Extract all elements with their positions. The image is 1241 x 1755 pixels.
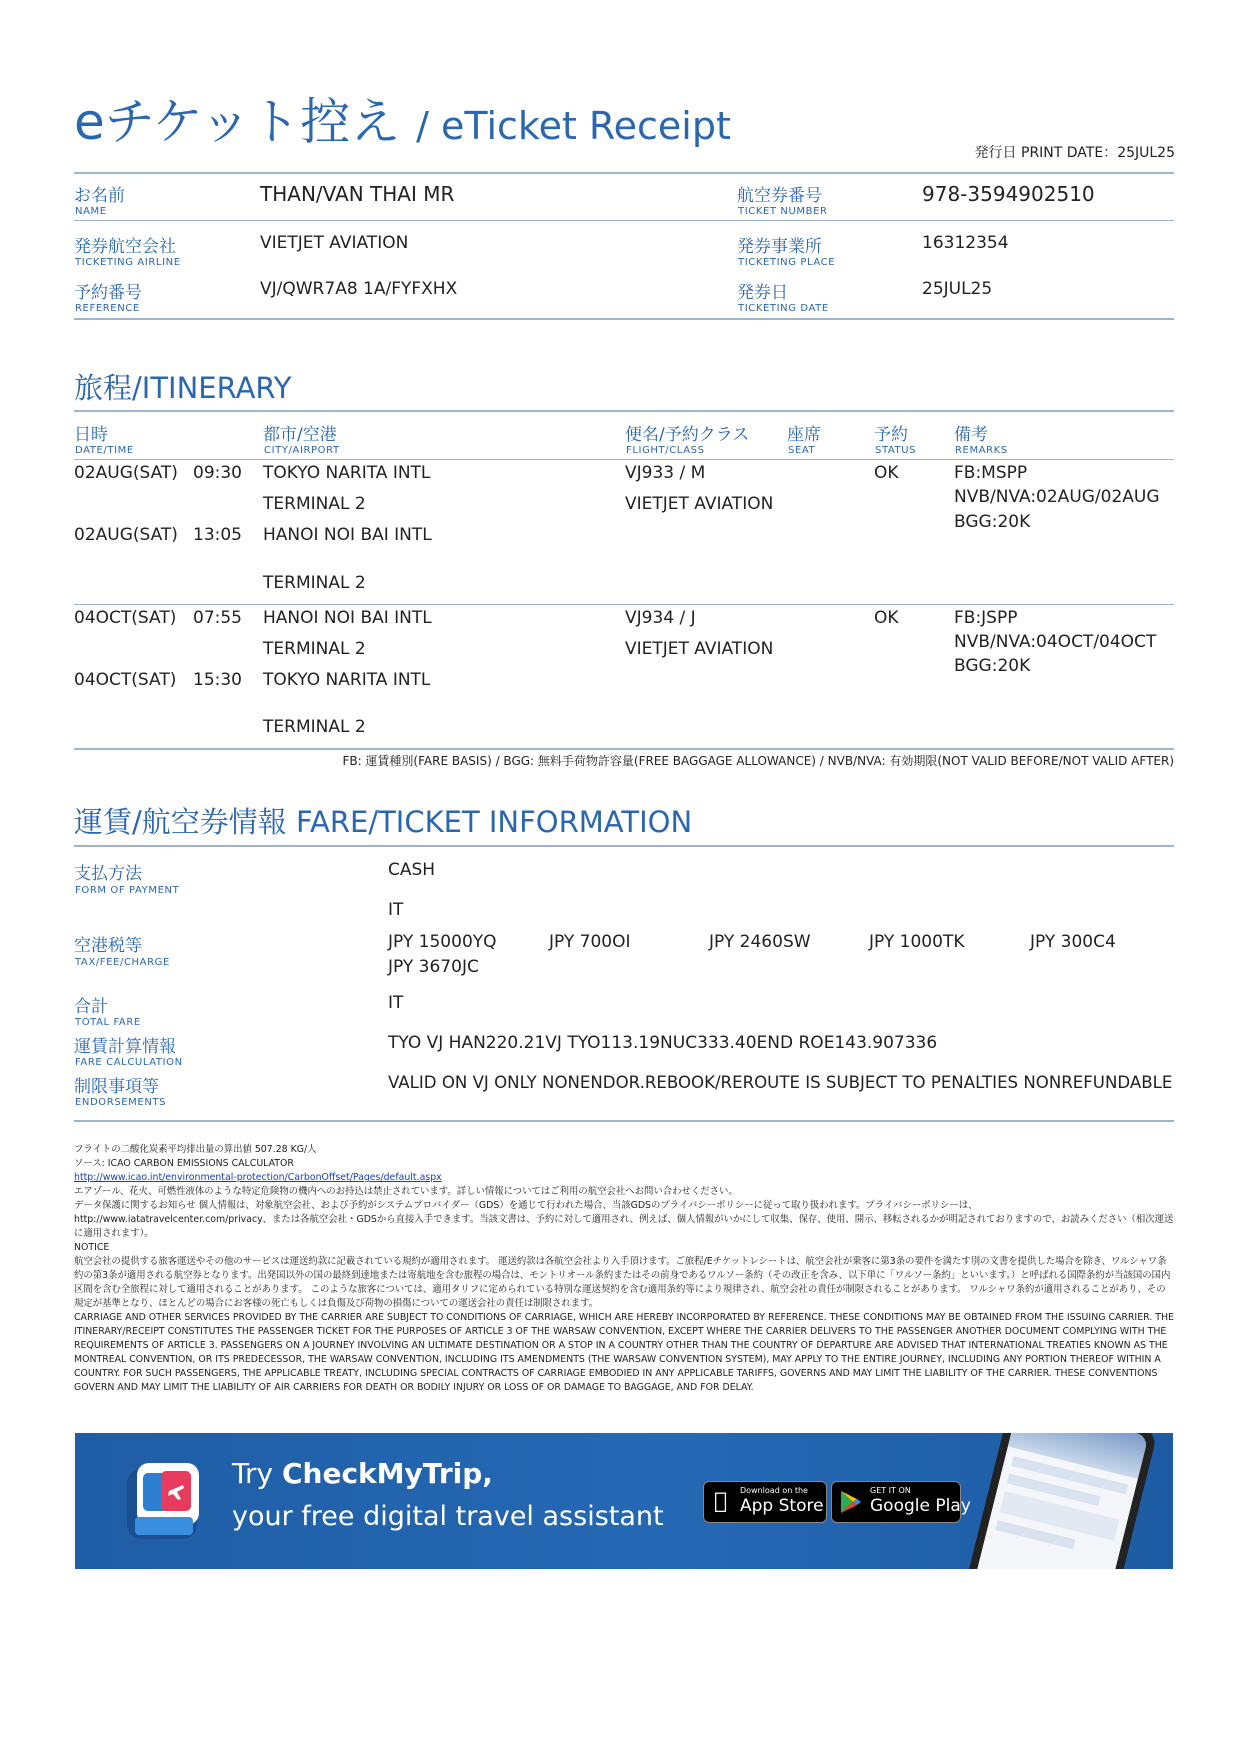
tax-item: JPY 2460SW: [709, 932, 811, 952]
ticketing-place: 16312354: [922, 233, 1009, 253]
segment-arr-terminal: TERMINAL 2: [263, 573, 366, 593]
segment-carrier: VIETJET AVIATION: [625, 494, 774, 514]
reference-label: 予約番号: [74, 283, 142, 303]
ticketing-airline: VIETJET AVIATION: [260, 233, 409, 253]
reference-sublabel: REFERENCE: [75, 303, 140, 314]
tax-item: JPY 300C4: [1030, 932, 1116, 952]
app-store-big: App Store: [740, 1496, 824, 1516]
fare-calc-label: 運賃計算情報: [74, 1037, 176, 1057]
segment-dep-time: 07:55: [193, 608, 242, 628]
rule: [74, 604, 1174, 605]
rule: [74, 748, 1174, 750]
remarks-legend: FB: 運賃種別(FARE BASIS) / BGG: 無料手荷物許容量(FREE BAGGAGE ALLOWANCE) / NVB/NVA: 有効期限(NOT VALID BEFORE/NOT VALID AFTER): [342, 754, 1174, 768]
apple-icon: [714, 1489, 727, 1514]
col-status: 予約: [874, 425, 908, 445]
segment-arr-date: 04OCT(SAT): [74, 670, 177, 690]
endorsement-sublabel: ENDORSEMENTS: [75, 1097, 167, 1108]
segment-dep-terminal: TERMINAL 2: [263, 639, 366, 659]
phone-mockup-image: [967, 1433, 1173, 1569]
ticket-number-sublabel: TICKET NUMBER: [738, 206, 828, 217]
name-label: お名前: [74, 186, 125, 206]
page-title: [74, 82, 731, 154]
segment-arr-airport: HANOI NOI BAI INTL: [263, 525, 432, 545]
col-seat: 座席: [787, 425, 821, 445]
rule: [74, 172, 1174, 174]
fine-print: [74, 1143, 1174, 1395]
tax-item: JPY 15000YQ: [388, 932, 497, 952]
app-store-button[interactable]: [703, 1481, 827, 1523]
tax-item: JPY 3670JC: [388, 957, 479, 977]
checkmytrip-banner[interactable]: [75, 1433, 1173, 1569]
col-remarks-sub: REMARKS: [955, 445, 1008, 456]
reference: VJ/QWR7A8 1A/FYFXHX: [260, 279, 458, 299]
col-seat-sub: SEAT: [788, 445, 816, 456]
segment-dep-airport: TOKYO NARITA INTL: [263, 463, 431, 483]
rule: [74, 318, 1174, 320]
col-city: 都市/空港: [263, 425, 337, 445]
rule: [74, 845, 1174, 847]
segment-arr-time: 15:30: [193, 670, 242, 690]
col-status-sub: STATUS: [875, 445, 917, 456]
title-jp: eチケット控え: [74, 93, 401, 151]
col-city-sub: CITY/AIRPORT: [264, 445, 340, 456]
tax-item: JPY 1000TK: [869, 932, 965, 952]
segment-remark-bgg: BGG:20K: [954, 512, 1031, 532]
banner-line2: your free digital travel assistant: [232, 1501, 664, 1532]
fare-heading: 運賃/航空券情報 FARE/TICKET INFORMATION: [74, 805, 693, 839]
banner-brand: CheckMyTrip,: [281, 1457, 493, 1490]
segment-arr-date: 02AUG(SAT): [74, 525, 178, 545]
segment-dep-time: 09:30: [193, 463, 242, 483]
segment-remark-nvb: NVB/NVA:02AUG/02AUG: [954, 487, 1160, 507]
segment-arr-time: 13:05: [193, 525, 242, 545]
ticketing-place-label: 発券事業所: [737, 237, 822, 257]
segment-remark-nvb: NVB/NVA:04OCT/04OCT: [954, 632, 1157, 652]
col-date-sub: DATE/TIME: [75, 445, 134, 456]
rule: [74, 220, 1174, 221]
fare-calc-value: TYO VJ HAN220.21VJ TYO113.19NUC333.40END ROE143.907336: [388, 1033, 938, 1053]
ticketing-place-sublabel: TICKETING PLACE: [738, 257, 836, 268]
total-sublabel: TOTAL FARE: [75, 1017, 141, 1028]
col-flight: 便名/予約クラス: [625, 425, 750, 445]
icao-link[interactable]: http://www.icao.int/environmental-protection/CarbonOffset/Pages/default.aspx: [74, 1172, 442, 1183]
payment-label: 支払方法: [74, 864, 142, 884]
segment-flight: VJ933 / M: [625, 463, 706, 483]
title-en: / eTicket Receipt: [416, 104, 731, 148]
google-play-button[interactable]: [831, 1481, 971, 1523]
carbon-source: ソース: ICAO CARBON EMISSIONS CALCULATOR: [74, 1158, 294, 1169]
google-play-big: Google Play: [870, 1496, 971, 1516]
segment-arr-terminal: TERMINAL 2: [263, 717, 366, 737]
name-sublabel: NAME: [75, 206, 107, 217]
segment-dep-terminal: TERMINAL 2: [263, 494, 366, 514]
fare-value: IT: [388, 900, 404, 920]
segment-remark-fb: FB:MSPP: [954, 463, 1028, 483]
segment-flight: VJ934 / J: [625, 608, 696, 628]
payment-sublabel: FORM OF PAYMENT: [75, 885, 180, 896]
total-label: 合計: [74, 997, 108, 1017]
app-store-small: Download on the: [740, 1486, 808, 1495]
notice-en: CARRIAGE AND OTHER SERVICES PROVIDED BY THE CARRIER ARE SUBJECT TO CONDITIONS OF CARRIAGE, WHICH ARE HEREBY INCORPORATED BY REFERENCE. THESE CONDITIONS MAY BE OBTAINED FROM THE ISSUING CARRIER. THE ITINERARY/RECEIPT CONSTITUTES THE PASSENGER TICKET FOR THE PURPOSES OF ARTICLE 3 OF THE WARSAW CONVENTION, EXCEPT WHERE THE CARRIER DELIVERS TO THE PASSENGER ANOTHER DOCUMENT COMPLYING WITH THE REQUIREMENTS OF ARTICLE 3. PASSENGERS ON A JOURNEY INVOLVING AN ULTIMATE DESTINATION OR A STOP IN A COUNTRY OTHER THAN THE COUNTRY OF DEPARTURE ARE ADVISED THAT INTERNATIONAL TREATIES KNOWN AS THE MONTREAL CONVENTION, OR ITS PREDECESSOR, THE WARSAW CONVENTION, INCLUDING ITS AMENDMENTS (THE WARSAW CONVENTION SYSTEM), MAY APPLY TO THE ENTIRE JOURNEY, INCLUDING ANY PORTION THEREOF WITHIN A COUNTRY. FOR SUCH PASSENGERS, THE APPLICABLE TREATY, INCLUDING SPECIAL CONTRACTS OF CARRIAGE EMBODIED IN ANY APPLICABLE TARIFFS, GOVERNS AND MAY LIMIT THE LIABILITY OF THE CARRIER. THESE CONVENTIONS GOVERN AND MAY LIMIT THE LIABILITY OF AIR CARRIERS FOR DEATH OR BODILY INJURY OR LOSS OF OR DAMAGE TO BAGGAGE, AND FOR DELAY.: [74, 1312, 1174, 1393]
segment-dep-airport: HANOI NOI BAI INTL: [263, 608, 432, 628]
checkmytrip-logo-icon: [121, 1459, 207, 1545]
notice-label: NOTICE: [74, 1242, 110, 1253]
print-date: 発行日 PRINT DATE：25JUL25: [974, 145, 1175, 161]
rule: [74, 1120, 1174, 1122]
segment-status: OK: [874, 463, 899, 483]
ticketing-date-label: 発券日: [737, 283, 788, 303]
ticketing-airline-label: 発券航空会社: [74, 237, 176, 257]
google-play-small: GET IT ON: [870, 1486, 911, 1495]
fare-calc-sublabel: FARE CALCULATION: [75, 1057, 183, 1068]
google-play-icon: [840, 1490, 862, 1518]
rule: [74, 459, 1174, 460]
endorsement-value: VALID ON VJ ONLY NONENDOR.REBOOK/REROUTE IS SUBJECT TO PENALTIES NONREFUNDABLE: [388, 1073, 1173, 1092]
privacy-note: データ保護に関するお知らせ 個人情報は、対象航空会社、および予約がシステムプロバイダー（GDS）を通じて行われた場合、当該GDSのプライバシーポリシーに従って取り扱われます。プライバシーポリシーは、http://www.iatatravelcenter.com/privacy、または各航空会社・GDSから直接入手できます。当該文書は、予約に対して適用され、例えば、個人情報がいかにして収集、保存、使用、開示、移転されるかが明記されておりますので、お読みください（相次運送に適用されます）。: [74, 1200, 1174, 1239]
passenger-name: THAN/VAN THAI MR: [260, 182, 455, 206]
ticketing-airline-sublabel: TICKETING AIRLINE: [75, 257, 181, 268]
segment-remark-fb: FB:JSPP: [954, 608, 1018, 628]
payment-value: CASH: [388, 860, 436, 880]
banner-line1: [232, 1457, 493, 1490]
notice-jp: 航空会社の提供する旅客運送やその他のサービスは運送約款に記載されている規約が適用されます。 運送約款は各航空会社より入手頂けます。ご旅程/Eチケットレシートは、航空会社が乗客に第3条の要件を満たす別の文書を提供した場合を除き、ワルシャワ条約の第3条が適用される航空券となります。出発国以外の国の最終到達地または寄航地を含む旅程の場合は、モントリオール条約またはその前身であるワルソー条約（その改正を含み、以下単に「ワルソー条約」といいます。）と呼ばれる国際条約が当該国の国内区間を含む全旅程に対して適用されることがあります。 このような旅客については、適用タリフに定められている特別な運送契約を含む適用条約等により規律され、航空会社の責任が制限されることがあります。 ワルシャワ条約が適用されることがあり、その規定が基準となり、ほとんどの場合にお客様の死亡もしくは負傷及び荷物の損傷についての運送会社の責任は制限されます。: [74, 1256, 1171, 1309]
segment-status: OK: [874, 608, 899, 628]
segment-remark-bgg: BGG:20K: [954, 656, 1031, 676]
ticketing-date-sublabel: TICKETING DATE: [738, 303, 829, 314]
carbon-note: フライトの二酸化炭素平均排出量の算出値 507.28 KG/人: [74, 1144, 317, 1155]
total-value: IT: [388, 993, 404, 1013]
col-remarks: 備考: [954, 425, 988, 445]
ticket-number-label: 航空券番号: [737, 186, 822, 206]
segment-arr-airport: TOKYO NARITA INTL: [263, 670, 431, 690]
segment-carrier: VIETJET AVIATION: [625, 639, 774, 659]
col-flight-sub: FLIGHT/CLASS: [626, 445, 705, 456]
ticket-number: 978-3594902510: [922, 182, 1095, 206]
segment-dep-date: 02AUG(SAT): [74, 463, 178, 483]
ticketing-date: 25JUL25: [922, 279, 993, 299]
tax-label: 空港税等: [74, 936, 142, 956]
hazmat-note: エアゾール、花火、可燃性液体のような特定危険物の機内へのお持込は禁止されています。詳しい情報についてはご利用の航空会社へお問い合わせください。: [74, 1186, 738, 1197]
rule: [74, 410, 1174, 412]
col-date: 日時: [74, 425, 108, 445]
segment-dep-date: 04OCT(SAT): [74, 608, 177, 628]
itinerary-heading: 旅程/ITINERARY: [74, 371, 292, 405]
tax-item: JPY 700OI: [549, 932, 631, 952]
tax-sublabel: TAX/FEE/CHARGE: [75, 957, 170, 968]
endorsement-label: 制限事項等: [74, 1077, 159, 1097]
banner-try: Try: [232, 1457, 282, 1490]
